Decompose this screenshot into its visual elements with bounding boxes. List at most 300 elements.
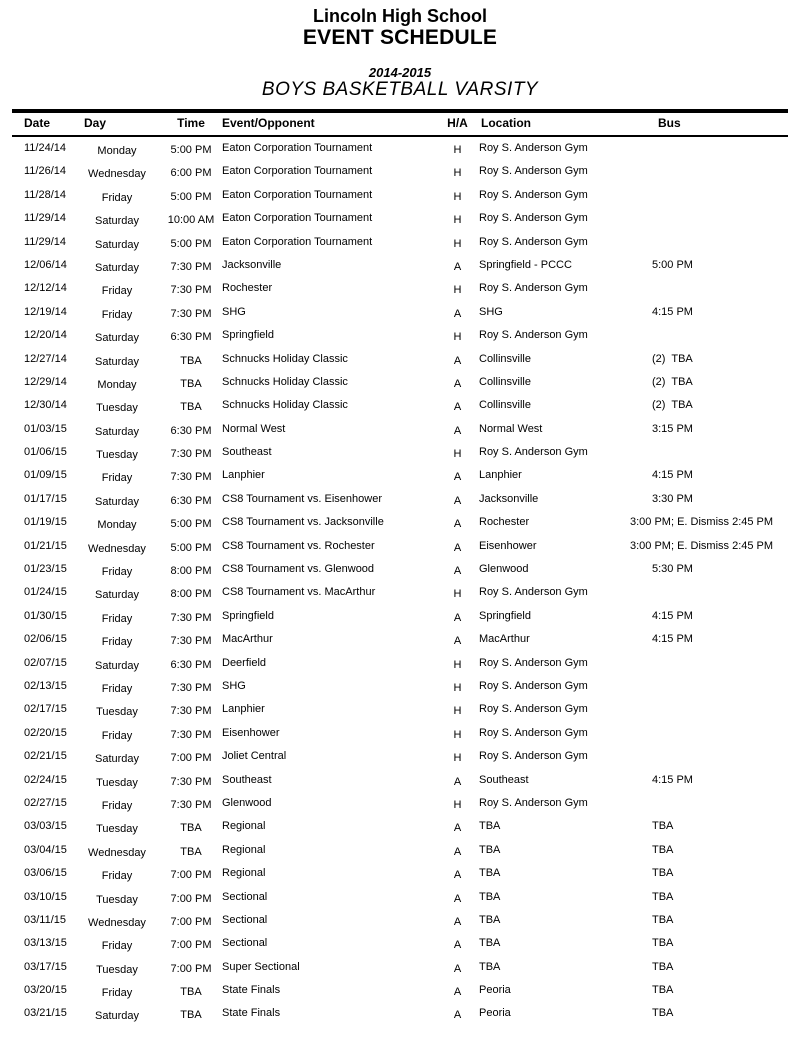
cell-bus: (2) TBA [652,375,693,388]
cell-date: 02/07/15 [24,656,67,669]
cell-date: 12/12/14 [24,282,67,295]
cell-ha: A [453,939,462,952]
cell-location: Springfield [479,609,531,622]
cell-location: Collinsville [479,399,531,412]
cell-day: Friday [101,799,133,812]
cell-location: SHG [479,305,503,318]
cell-event: Southeast [222,446,272,459]
cell-date: 11/26/14 [24,165,67,178]
cell-ha: A [453,845,462,858]
column-header-date: Date [24,116,51,130]
cell-location: Roy S. Anderson Gym [479,586,588,599]
cell-ha: A [453,401,462,414]
cell-location: Roy S. Anderson Gym [479,329,588,342]
cell-bus: 4:15 PM [652,773,693,786]
cell-event: Springfield [222,329,274,342]
cell-location: Peoria [479,984,511,997]
cell-bus [628,184,776,189]
cell-ha: H [453,284,462,297]
cell-event: Eaton Corporation Tournament [222,212,373,225]
cell-bus: 3:00 PM; E. Dismiss 2:45 PM [630,539,774,552]
table-row [0,979,800,1002]
cell-date: 02/21/15 [24,750,67,763]
cell-day: Saturday [94,425,140,438]
cell-date: 03/03/15 [24,820,67,833]
cell-time: 7:30 PM [170,471,212,484]
cell-time: 7:30 PM [170,681,212,694]
cell-bus [628,745,776,750]
cell-ha: H [453,448,462,461]
cell-location: Roy S. Anderson Gym [479,679,588,692]
cell-ha: A [453,892,462,905]
cell-time: 7:30 PM [170,798,212,811]
cell-day: Monday [97,519,137,532]
cell-day: Saturday [94,659,140,672]
cell-ha: A [453,1009,462,1022]
cell-date: 01/21/15 [24,539,67,552]
cell-day: Tuesday [96,776,138,789]
cell-day: Wednesday [88,168,146,181]
cell-location: TBA [479,913,501,926]
cell-time: TBA [180,986,202,999]
cell-ha: A [453,307,462,320]
cell-ha: A [453,869,462,882]
cell-location: Roy S. Anderson Gym [479,703,588,716]
table-row [0,675,800,698]
cell-day: Friday [101,682,133,695]
table-row [0,1002,800,1025]
cell-day: Friday [101,987,133,1000]
cell-time: TBA [180,354,202,367]
cell-event: SHG [222,679,246,692]
cell-day: Tuesday [96,706,138,719]
table-row [0,441,800,464]
cell-time: 7:00 PM [170,939,212,952]
title-block [0,0,800,100]
school-name: Lincoln High School [313,6,487,26]
cell-day: Friday [101,191,133,204]
cell-ha: H [453,705,462,718]
cell-day: Friday [101,285,133,298]
cell-event: Regional [222,843,266,856]
cell-event: CS8 Tournament vs. Eisenhower [222,492,382,505]
cell-date: 02/20/15 [24,726,67,739]
table-row [0,277,800,300]
table-row [0,137,800,160]
cell-event: Eaton Corporation Tournament [222,235,373,248]
cell-location: TBA [479,867,501,880]
cell-event: Normal West [222,422,286,435]
cell-bus [628,324,776,329]
cell-location: Peoria [479,1007,511,1020]
cell-location: Springfield - PCCC [479,258,572,271]
cell-date: 12/27/14 [24,352,67,365]
cell-event: Schnucks Holiday Classic [222,352,348,365]
table-row [0,418,800,441]
cell-time: 6:30 PM [170,424,212,437]
cell-day: Tuesday [96,449,138,462]
table-row [0,511,800,534]
cell-time: 5:00 PM [170,190,212,203]
table-row [0,207,800,230]
table-row [0,745,800,768]
cell-time: 6:30 PM [170,494,212,507]
table-row [0,535,800,558]
cell-ha: A [453,986,462,999]
cell-ha: A [453,424,462,437]
cell-location: Normal West [479,422,543,435]
table-row [0,839,800,862]
cell-event: Eaton Corporation Tournament [222,165,373,178]
cell-bus: TBA [652,867,674,880]
page-title: EVENT SCHEDULE [302,26,498,49]
column-header-location: Location [481,116,531,130]
cell-day: Wednesday [88,542,146,555]
cell-event: Springfield [222,609,274,622]
cell-time: 6:30 PM [170,658,212,671]
cell-date: 11/28/14 [24,188,67,201]
column-header-time: Time [177,116,205,130]
cell-location: Roy S. Anderson Gym [479,796,588,809]
cell-location: Collinsville [479,352,531,365]
cell-bus: 3:30 PM [652,492,693,505]
cell-event: Southeast [222,773,272,786]
cell-time: 7:30 PM [170,775,212,788]
cell-location: Roy S. Anderson Gym [479,446,588,459]
cell-location: Southeast [479,773,529,786]
cell-day: Saturday [94,1010,140,1023]
cell-day: Saturday [94,589,140,602]
cell-time: 7:30 PM [170,705,212,718]
cell-bus: (2) TBA [652,399,693,412]
cell-event: Jacksonville [222,258,282,271]
cell-location: Lanphier [479,469,522,482]
cell-event: State Finals [222,1007,281,1020]
cell-bus: 4:15 PM [652,633,693,646]
cell-date: 01/09/15 [24,469,67,482]
table-row [0,932,800,955]
cell-time: TBA [180,1009,202,1022]
cell-ha: H [453,190,462,203]
cell-event: SHG [222,305,246,318]
cell-date: 01/24/15 [24,586,67,599]
cell-day: Friday [101,870,133,883]
cell-bus: TBA [652,984,674,997]
cell-time: 7:30 PM [170,448,212,461]
cell-bus: 5:30 PM [652,563,693,576]
cell-ha: A [453,775,462,788]
cell-ha: A [453,611,462,624]
cell-event: Lanphier [222,469,265,482]
cell-bus [628,231,776,236]
cell-bus [628,675,776,680]
cell-event: CS8 Tournament vs. MacArthur [222,586,376,599]
cell-bus [628,722,776,727]
cell-date: 12/30/14 [24,399,67,412]
table-row [0,558,800,581]
cell-day: Saturday [94,355,140,368]
cell-day: Wednesday [88,916,146,929]
cell-event: Sectional [222,890,268,903]
cell-time: 5:00 PM [170,237,212,250]
cell-event: Regional [222,820,266,833]
cell-ha: A [453,518,462,531]
table-row [0,698,800,721]
cell-date: 12/19/14 [24,305,67,318]
cell-bus: 4:15 PM [652,305,693,318]
cell-ha: H [453,237,462,250]
cell-ha: H [453,658,462,671]
cell-bus: TBA [652,890,674,903]
cell-bus [628,698,776,703]
cell-bus: 3:15 PM [652,422,693,435]
cell-date: 11/24/14 [24,142,67,154]
cell-time: TBA [180,377,202,390]
cell-ha: H [453,681,462,694]
cell-bus [628,207,776,212]
table-row [0,628,800,651]
table-row [0,792,800,815]
table-row [0,184,800,207]
cell-time: 5:00 PM [170,541,212,554]
cell-ha: H [453,214,462,227]
cell-time: 8:00 PM [170,588,212,601]
team-label: BOYS BASKETBALL VARSITY [261,79,539,100]
cell-bus: (2) TBA [652,352,693,365]
schedule-table [0,137,800,1026]
cell-time: TBA [180,822,202,835]
cell-date: 03/06/15 [24,867,67,880]
season-label: 2014-2015 [368,65,432,80]
cell-event: Glenwood [222,796,272,809]
cell-time: 10:00 AM [167,214,215,227]
cell-day: Friday [101,308,133,321]
cell-bus: TBA [652,820,674,833]
table-row [0,371,800,394]
cell-location: Eisenhower [479,539,537,552]
cell-event: Schnucks Holiday Classic [222,375,348,388]
cell-date: 01/30/15 [24,609,67,622]
cell-location: Roy S. Anderson Gym [479,726,588,739]
cell-location: Jacksonville [479,492,539,505]
table-row [0,394,800,417]
cell-location: Roy S. Anderson Gym [479,142,588,154]
cell-time: TBA [180,845,202,858]
cell-bus: 4:15 PM [652,469,693,482]
table-row [0,862,800,885]
cell-time: 7:00 PM [170,915,212,928]
cell-time: 5:00 PM [170,518,212,531]
cell-date: 02/13/15 [24,679,67,692]
cell-event: Eaton Corporation Tournament [222,188,373,201]
cell-date: 01/03/15 [24,422,67,435]
cell-date: 03/17/15 [24,960,67,973]
cell-time: 7:00 PM [170,869,212,882]
cell-ha: A [453,822,462,835]
cell-time: 7:30 PM [170,728,212,741]
table-row [0,722,800,745]
table-row [0,488,800,511]
table-row [0,886,800,909]
cell-bus [628,277,776,282]
table-row [0,348,800,371]
table-row [0,581,800,604]
cell-ha: A [453,494,462,507]
cell-event: Regional [222,867,266,880]
cell-time: 7:30 PM [170,260,212,273]
cell-date: 11/29/14 [24,212,67,225]
cell-day: Tuesday [96,402,138,415]
cell-bus: TBA [652,1007,674,1020]
cell-day: Friday [101,566,133,579]
cell-ha: A [453,915,462,928]
cell-time: 8:00 PM [170,565,212,578]
cell-day: Monday [97,145,137,157]
cell-day: Saturday [94,495,140,508]
table-row [0,324,800,347]
cell-bus [628,137,776,142]
cell-date: 11/29/14 [24,235,67,248]
cell-event: CS8 Tournament vs. Glenwood [222,563,375,576]
cell-date: 02/17/15 [24,703,67,716]
cell-day: Friday [101,636,133,649]
cell-event: Joliet Central [222,750,287,763]
cell-event: Sectional [222,913,268,926]
cell-time: 7:00 PM [170,962,212,975]
cell-location: TBA [479,890,501,903]
cell-bus [628,160,776,165]
cell-ha: H [453,144,462,156]
cell-event: Rochester [222,282,273,295]
table-header-row [0,113,800,135]
cell-bus: TBA [652,843,674,856]
cell-ha: A [453,354,462,367]
table-row [0,160,800,183]
cell-location: Collinsville [479,375,531,388]
cell-day: Friday [101,940,133,953]
table-row [0,909,800,932]
cell-bus: 5:00 PM [652,258,693,271]
cell-date: 02/06/15 [24,633,67,646]
cell-event: State Finals [222,984,281,997]
cell-day: Saturday [94,238,140,251]
cell-time: 7:30 PM [170,307,212,320]
cell-ha: H [453,167,462,180]
cell-location: TBA [479,960,501,973]
cell-location: TBA [479,820,501,833]
cell-bus: 4:15 PM [652,609,693,622]
cell-event: Eaton Corporation Tournament [222,142,373,154]
cell-date: 01/06/15 [24,446,67,459]
cell-event: Lanphier [222,703,265,716]
cell-date: 03/10/15 [24,890,67,903]
cell-time: 5:00 PM [170,144,212,156]
cell-date: 01/19/15 [24,516,67,529]
cell-day: Tuesday [96,893,138,906]
table-row [0,815,800,838]
cell-date: 01/23/15 [24,563,67,576]
cell-location: Glenwood [479,563,529,576]
cell-location: Roy S. Anderson Gym [479,188,588,201]
cell-time: 6:00 PM [170,167,212,180]
cell-bus: TBA [652,937,674,950]
cell-ha: H [453,331,462,344]
cell-ha: A [453,565,462,578]
table-row [0,769,800,792]
cell-date: 03/11/15 [24,913,67,926]
cell-day: Friday [101,472,133,485]
cell-date: 03/21/15 [24,1007,67,1020]
cell-event: Sectional [222,937,268,950]
table-row [0,956,800,979]
cell-time: 7:30 PM [170,611,212,624]
cell-location: Roy S. Anderson Gym [479,165,588,178]
cell-day: Saturday [94,753,140,766]
cell-ha: A [453,471,462,484]
cell-day: Tuesday [96,823,138,836]
cell-time: 6:30 PM [170,331,212,344]
cell-event: Eisenhower [222,726,280,739]
cell-date: 01/17/15 [24,492,67,505]
table-row [0,254,800,277]
cell-location: Roy S. Anderson Gym [479,656,588,669]
cell-bus: TBA [652,960,674,973]
cell-day: Friday [101,729,133,742]
cell-date: 02/24/15 [24,773,67,786]
cell-ha: A [453,260,462,273]
cell-date: 12/06/14 [24,258,67,271]
cell-location: Roy S. Anderson Gym [479,235,588,248]
cell-time: 7:00 PM [170,892,212,905]
cell-date: 03/20/15 [24,984,67,997]
cell-bus [628,441,776,446]
cell-event: Schnucks Holiday Classic [222,399,348,412]
cell-time: 7:30 PM [170,284,212,297]
column-header-event: Event/Opponent [222,116,315,130]
cell-ha: H [453,798,462,811]
cell-ha: H [453,728,462,741]
cell-ha: A [453,962,462,975]
cell-ha: A [453,377,462,390]
cell-location: MacArthur [479,633,530,646]
cell-bus [628,652,776,657]
column-header-bus: Bus [658,116,681,130]
table-row [0,464,800,487]
cell-date: 03/04/15 [24,843,67,856]
cell-day: Saturday [94,215,140,228]
cell-location: TBA [479,843,501,856]
cell-ha: A [453,541,462,554]
cell-day: Tuesday [96,963,138,976]
cell-event: Super Sectional [222,960,300,973]
cell-day: Friday [101,612,133,625]
cell-ha: H [453,588,462,601]
cell-bus [628,581,776,586]
cell-day: Saturday [94,332,140,345]
cell-time: 7:30 PM [170,635,212,648]
cell-date: 12/29/14 [24,375,67,388]
cell-time: TBA [180,401,202,414]
column-header-ha: H/A [447,116,468,130]
cell-event: Deerfield [222,656,267,669]
cell-date: 02/27/15 [24,796,67,809]
cell-location: TBA [479,937,501,950]
table-row [0,605,800,628]
column-header-day: Day [84,116,107,130]
cell-location: Roy S. Anderson Gym [479,282,588,295]
cell-location: Rochester [479,516,530,529]
cell-event: CS8 Tournament vs. Rochester [222,539,375,552]
